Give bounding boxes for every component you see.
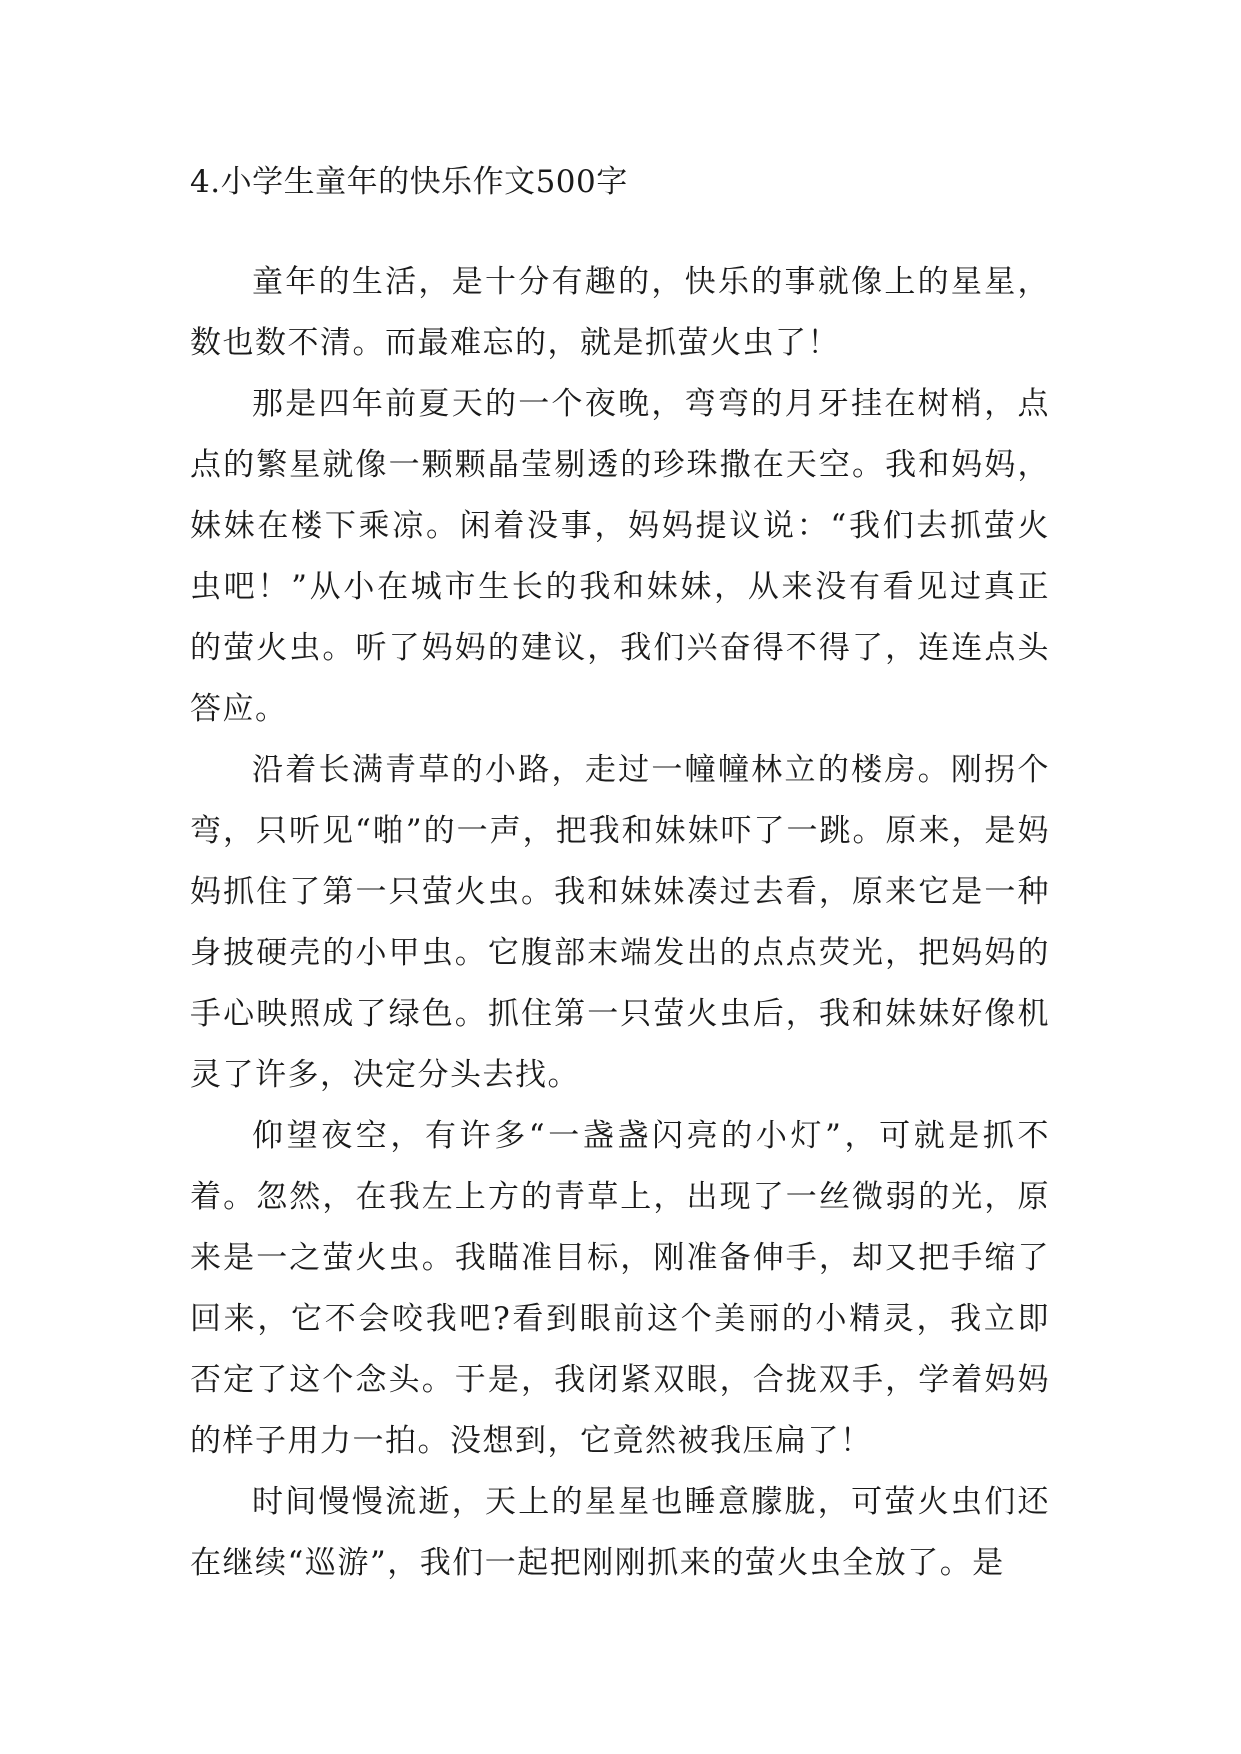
paragraph-3: 沿着长满青草的小路，走过一幢幢林立的楼房。刚拐个弯，只听见“啪”的一声，把我和妹妹吓了一跳。原来，是妈妈抓住了第一只萤火虫。我和妹妹凑过去看，原来它是一种身披硬壳的小甲虫。它腹部末端发出的点点荧光，把妈妈的手心映照成了绿色。抓住第一只萤火虫后，我和妹妹好像机灵了许多，决定分头去找。 xyxy=(190,752,1050,1093)
essay-body xyxy=(190,252,1050,1594)
essay-heading: 4.小学生童年的快乐作文500字 xyxy=(190,164,628,200)
paragraph-5: 时间慢慢流逝，天上的星星也睡意朦胧，可萤火虫们还在继续“巡游”，我们一起把刚刚抓来的萤火虫全放了。是 xyxy=(190,1484,1050,1581)
paragraph-2: 那是四年前夏天的一个夜晚，弯弯的月牙挂在树梢，点点的繁星就像一颗颗晶莹剔透的珍珠撒在天空。我和妈妈，妹妹在楼下乘凉。闲着没事，妈妈提议说：“我们去抓萤火虫吧！”从小在城市生长的我和妹妹，从来没有看见过真正的萤火虫。听了妈妈的建议，我们兴奋得不得了，连连点头答应。 xyxy=(190,386,1050,727)
paragraph-1: 童年的生活，是十分有趣的，快乐的事就像上的星星，数也数不清。而最难忘的，就是抓萤火虫了！ xyxy=(190,264,1050,361)
paragraph-4: 仰望夜空，有许多“一盏盏闪亮的小灯”，可就是抓不着。忽然，在我左上方的青草上，出现了一丝微弱的光，原来是一之萤火虫。我瞄准目标，刚准备伸手，却又把手缩了回来，它不会咬我吧?看到眼前这个美丽的小精灵，我立即否定了这个念头。于是，我闭紧双眼，合拢双手，学着妈妈的样子用力一拍。没想到，它竟然被我压扁了！ xyxy=(190,1118,1050,1459)
